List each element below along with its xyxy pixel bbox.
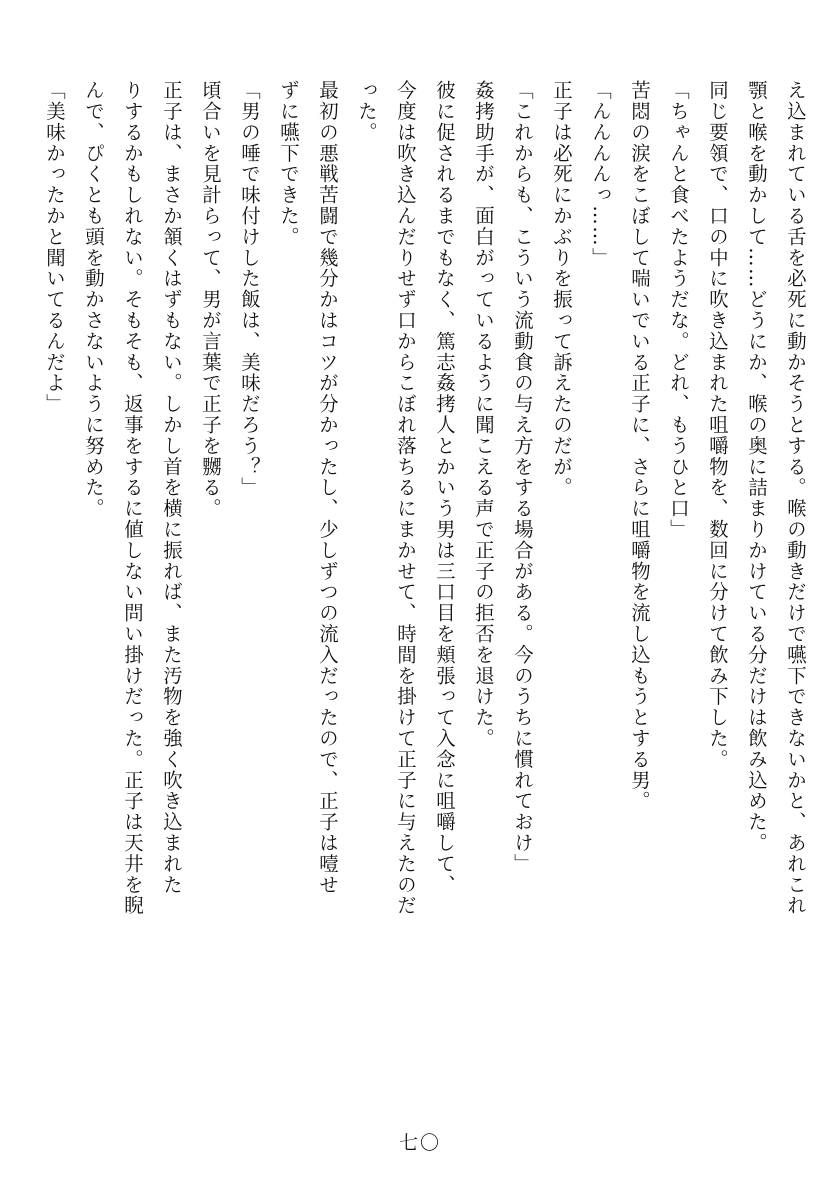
text-line: 顎と喉を動かして……どうにか、喉の奥に詰まりかけている分だけは飲み込めた。 xyxy=(745,80,768,854)
text-line: 「んんんんっ……」 xyxy=(589,80,612,269)
text-line: 正子は必死にかぶりを振って訴えたのだが。 xyxy=(550,80,573,498)
text-line: 「これからも、こういう流動食の与え方をする場合がある。今のうちに慣れておけ」 xyxy=(511,80,534,875)
text-line: え込まれている舌を必死に動かそうとする。喉の動きだけで嚥下できないかと、あれこれ xyxy=(784,80,807,916)
text-line: 頃合いを見計らって、男が言葉で正子を嬲る。 xyxy=(199,80,222,519)
text-line: 「ちゃんと食べたようだな。どれ、もうひと口」 xyxy=(667,80,690,540)
text-line: った。 xyxy=(355,80,378,143)
text-line: 正子は、まさか頷くはずもない。しかし首を横に振れば、また汚物を強く吹き込まれた xyxy=(160,80,183,896)
text-line: 同じ要領で、口の中に吹き込まれた咀嚼物を、数回に分けて飲み下した。 xyxy=(706,80,729,770)
text-line: 「男の唾で味付けした飯は、美味だろう？」 xyxy=(238,80,261,498)
text-line: 彼に促されるまでもなく、篤志姦拷人とかいう男は三口目を頬張って入念に咀嚼して、 xyxy=(433,80,456,896)
text-line: 今度は吹き込んだりせず口からこぼれ落ちるにまかせて、時間を掛けて正子に与えたのだ xyxy=(394,80,417,916)
text-line: りするかもしれない。そもそも、返事をするに値しない問い掛けだった。正子は天井を睨 xyxy=(121,80,144,916)
vertical-text-body xyxy=(15,80,815,1010)
text-line: ずに嚥下できた。 xyxy=(277,80,300,248)
text-line: んで、ぴくとも頭を動かさないように努めた。 xyxy=(82,80,105,519)
text-line: 苦悶の涙をこぼして喘いでいる正子に、さらに咀嚼物を流し込もうとする男。 xyxy=(628,80,651,812)
text-line: 「美味かったかと聞いてるんだよ」 xyxy=(43,80,66,415)
page-number: 七〇 xyxy=(398,1132,441,1154)
text-line: 最初の悪戦苦闘で幾分かはコツが分かったし、少しずつの流入だったので、正子は噎せ xyxy=(316,80,339,896)
text-line: 姦拷助手が、面白がっているように聞こえる声で正子の拒否を退けた。 xyxy=(472,80,495,749)
